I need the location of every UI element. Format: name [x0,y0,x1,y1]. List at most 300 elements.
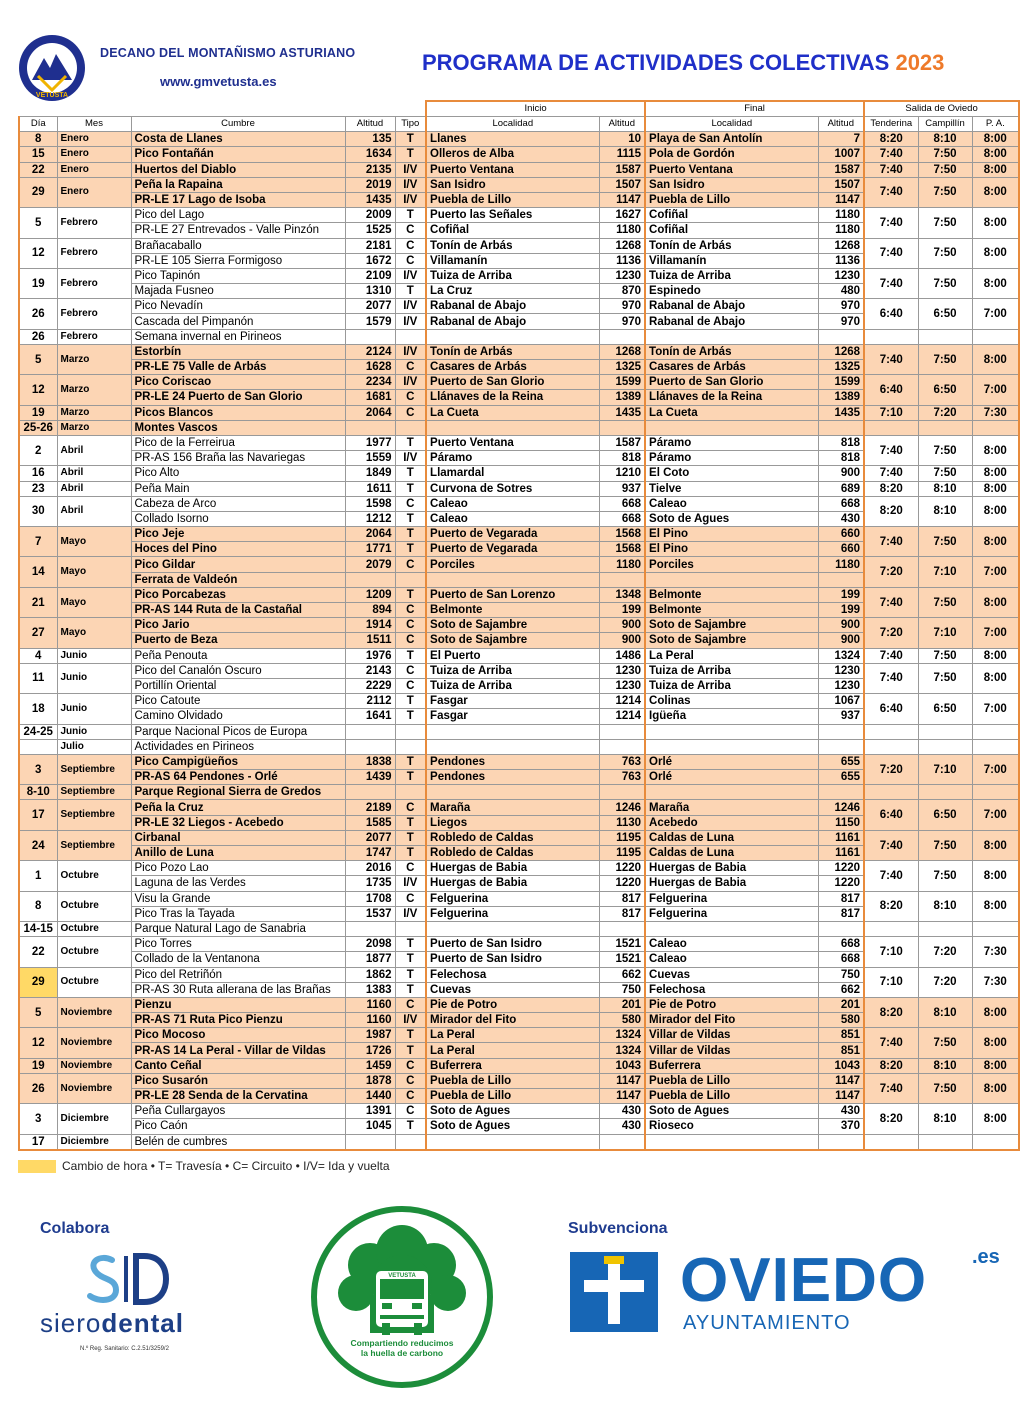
altitude-cell [345,329,395,344]
type-cell: C [395,603,426,618]
summit-cell: Pico Fontañán [131,147,345,162]
end-altitude-cell: 970 [818,314,864,329]
summit-cell: Pico Jario [131,618,345,633]
start-locality-cell: Puerto Ventana [426,162,599,177]
end-locality-cell [645,420,818,435]
start-altitude-cell [599,420,645,435]
type-cell: T [395,694,426,709]
type-cell: C [395,1073,426,1088]
end-locality-cell: Caleao [645,952,818,967]
start-altitude-cell: 668 [599,496,645,511]
time-pa-cell: 7:00 [972,754,1019,784]
start-locality-cell: Tuiza de Arriba [426,678,599,693]
club-website-link[interactable]: www.gmvetusta.es [160,74,277,89]
summit-cell: Estorbín [131,344,345,359]
start-locality-cell [426,785,599,800]
summit-cell: Pico Porcabezas [131,587,345,602]
start-locality-cell: Llanes [426,132,599,147]
time-pa-cell: 8:00 [972,238,1019,268]
altitude-cell: 1212 [345,511,395,526]
type-cell [395,785,426,800]
type-cell: I/V [395,192,426,207]
month-cell: Octubre [57,861,131,891]
start-locality-cell: Puerto de Vegarada [426,542,599,557]
time-tenderina-cell [864,420,918,435]
col-cumbre: Cumbre [131,117,345,132]
table-row [19,481,1019,496]
time-campillin-cell: 7:50 [918,830,972,860]
day-cell: 5 [19,208,57,238]
summit-cell: Peña la Rapaina [131,177,345,192]
day-cell: 1 [19,861,57,891]
end-locality-cell: El Pino [645,542,818,557]
start-altitude-cell: 937 [599,481,645,496]
start-altitude-cell: 1587 [599,435,645,450]
end-altitude-cell: 1268 [818,238,864,253]
time-tenderina-cell: 8:20 [864,481,918,496]
summit-cell: Actividades en Pirineos [131,739,345,754]
start-altitude-cell: 1587 [599,162,645,177]
summit-cell: Cascada del Pimpanón [131,314,345,329]
end-altitude-cell: 668 [818,937,864,952]
title-year: 2023 [895,50,945,75]
start-locality-cell: Puerto de San Glorio [426,375,599,390]
end-locality-cell: Caleao [645,496,818,511]
summit-cell: Collado Isorno [131,511,345,526]
time-tenderina-cell: 6:40 [864,800,918,830]
month-cell: Octubre [57,967,131,997]
end-locality-cell: Igüeña [645,709,818,724]
type-cell: C [395,1058,426,1073]
type-cell: T [395,815,426,830]
end-altitude-cell: 818 [818,435,864,450]
time-campillin-cell: 7:50 [918,344,972,374]
start-locality-cell: Robledo de Caldas [426,846,599,861]
type-cell: I/V [395,451,426,466]
end-locality-cell: Tielve [645,481,818,496]
altitude-cell: 1160 [345,997,395,1012]
summit-cell: Pico Nevadín [131,299,345,314]
month-cell: Marzo [57,420,131,435]
start-locality-cell: Puerto de Vegarada [426,527,599,542]
start-locality-cell: La Peral [426,1028,599,1043]
type-cell: T [395,1119,426,1134]
summit-cell: Pico del Retriñón [131,967,345,982]
start-altitude-cell: 1230 [599,678,645,693]
start-locality-cell: Felechosa [426,967,599,982]
start-locality-cell: Mirador del Fito [426,1013,599,1028]
end-locality-cell: Felguerina [645,906,818,921]
month-cell: Septiembre [57,830,131,860]
type-cell [395,724,426,739]
carbon-footprint-caption: Compartiendo reducimos la huella de carbono [350,1338,454,1358]
end-locality-cell: Puebla de Lillo [645,192,818,207]
month-cell: Mayo [57,618,131,648]
end-locality-cell [645,921,818,936]
summit-cell: Pico del Canalón Oscuro [131,663,345,678]
day-cell: 26 [19,1073,57,1103]
day-cell: 12 [19,1028,57,1058]
table-row [19,527,1019,542]
start-altitude-cell [599,785,645,800]
table-row [19,785,1019,800]
start-altitude-cell: 763 [599,770,645,785]
time-tenderina-cell: 7:10 [864,967,918,997]
time-tenderina-cell: 7:40 [864,177,918,207]
type-cell: C [395,223,426,238]
type-cell [395,921,426,936]
summit-cell: Pico del Lago [131,208,345,223]
summit-cell: Pico Campigüeños [131,754,345,769]
end-altitude-cell: 1150 [818,815,864,830]
type-cell: I/V [395,177,426,192]
time-pa-cell: 8:00 [972,481,1019,496]
table-row [19,329,1019,344]
time-campillin-cell: 7:50 [918,435,972,465]
start-altitude-cell [599,739,645,754]
day-cell: 3 [19,754,57,784]
altitude-cell: 2077 [345,830,395,845]
end-locality-cell: Caldas de Luna [645,830,818,845]
time-campillin-cell: 6:50 [918,694,972,724]
start-altitude-cell: 818 [599,451,645,466]
start-altitude-cell: 1220 [599,876,645,891]
start-altitude-cell [599,921,645,936]
end-locality-cell: Tuiza de Arriba [645,268,818,283]
altitude-cell: 2229 [345,678,395,693]
start-altitude-cell: 1389 [599,390,645,405]
type-cell: T [395,830,426,845]
end-altitude-cell: 1230 [818,268,864,283]
end-altitude-cell: 1161 [818,830,864,845]
table-row [19,967,1019,982]
time-campillin-cell: 7:20 [918,405,972,420]
time-tenderina-cell: 7:40 [864,435,918,465]
time-pa-cell: 8:00 [972,648,1019,663]
altitude-cell: 1537 [345,906,395,921]
end-locality-cell [645,572,818,587]
type-cell: I/V [395,1013,426,1028]
start-altitude-cell: 1521 [599,952,645,967]
group-inicio: Inicio [426,101,645,117]
start-locality-cell [426,1134,599,1150]
month-cell: Marzo [57,344,131,374]
start-locality-cell: Rabanal de Abajo [426,314,599,329]
altitude-cell: 1045 [345,1119,395,1134]
end-altitude-cell: 970 [818,299,864,314]
table-row [19,557,1019,572]
table-row [19,435,1019,450]
end-locality-cell [645,724,818,739]
end-locality-cell: Felguerina [645,891,818,906]
oviedo-flag-icon [570,1252,658,1332]
type-cell: T [395,709,426,724]
summit-cell: Parque Nacional Picos de Europa [131,724,345,739]
end-locality-cell: Huergas de Babia [645,861,818,876]
end-locality-cell: Puebla de Lillo [645,1073,818,1088]
end-altitude-cell [818,329,864,344]
table-row [19,132,1019,147]
table-row [19,891,1019,906]
time-tenderina-cell: 7:40 [864,238,918,268]
col-dia: Día [19,117,57,132]
end-locality-cell: San Isidro [645,177,818,192]
time-pa-cell: 8:00 [972,587,1019,617]
time-campillin-cell: 7:50 [918,861,972,891]
time-campillin-cell: 7:50 [918,1028,972,1058]
start-locality-cell: Rabanal de Abajo [426,299,599,314]
legend-text: Cambio de hora • T= Travesía • C= Circuito • I/V= Ida y vuelta [62,1159,390,1173]
end-locality-cell: Casares de Arbás [645,360,818,375]
type-cell: C [395,238,426,253]
month-cell: Abril [57,481,131,496]
end-altitude-cell: 1161 [818,846,864,861]
time-campillin-cell: 7:10 [918,557,972,587]
start-altitude-cell: 900 [599,633,645,648]
time-campillin-cell: 8:10 [918,997,972,1027]
start-altitude-cell: 1568 [599,527,645,542]
table-group-header [19,101,1019,117]
start-altitude-cell: 1195 [599,846,645,861]
start-locality-cell: La Cueta [426,405,599,420]
day-cell: 27 [19,618,57,648]
time-campillin-cell: 7:20 [918,967,972,997]
table-row [19,162,1019,177]
time-tenderina-cell: 7:40 [864,208,918,238]
time-pa-cell: 8:00 [972,147,1019,162]
start-locality-cell: Puerto Ventana [426,435,599,450]
end-locality-cell: Playa de San Antolín [645,132,818,147]
altitude-cell: 1559 [345,451,395,466]
summit-cell: PR-LE 27 Entrevados - Valle Pinzón [131,223,345,238]
time-pa-cell: 8:00 [972,177,1019,207]
col-altitud-inicio: Altitud [599,117,645,132]
start-locality-cell: Cuevas [426,982,599,997]
sierodental-wordmark: sierodental [40,1308,184,1338]
start-locality-cell: Soto de Agues [426,1119,599,1134]
col-tipo: Tipo [395,117,426,132]
end-locality-cell: Rabanal de Abajo [645,314,818,329]
time-pa-cell: 8:00 [972,1104,1019,1134]
oviedo-ayuntamiento: AYUNTAMIENTO [683,1312,851,1334]
month-cell: Junio [57,663,131,693]
time-campillin-cell: 8:10 [918,1104,972,1134]
start-altitude-cell: 1568 [599,542,645,557]
time-tenderina-cell: 6:40 [864,694,918,724]
time-campillin-cell: 7:50 [918,1073,972,1103]
end-locality-cell [645,1134,818,1150]
altitude-cell [345,785,395,800]
summit-cell: PR-LE 32 Liegos - Acebedo [131,815,345,830]
start-locality-cell: Páramo [426,451,599,466]
svg-text:VETUSTA: VETUSTA [35,92,69,99]
type-cell: T [395,527,426,542]
start-altitude-cell: 1325 [599,360,645,375]
time-tenderina-cell: 7:40 [864,268,918,298]
start-altitude-cell: 1486 [599,648,645,663]
end-altitude-cell: 851 [818,1028,864,1043]
time-tenderina-cell: 8:20 [864,891,918,921]
summit-cell: Pico Caón [131,1119,345,1134]
day-cell: 3 [19,1104,57,1134]
summit-cell: Semana invernal en Pirineos [131,329,345,344]
time-campillin-cell: 7:50 [918,663,972,693]
month-cell: Febrero [57,208,131,238]
end-locality-cell: Felechosa [645,982,818,997]
end-altitude-cell: 1147 [818,1073,864,1088]
day-cell: 19 [19,405,57,420]
time-pa-cell: 8:00 [972,268,1019,298]
type-cell: C [395,253,426,268]
time-tenderina-cell [864,724,918,739]
time-pa-cell: 8:00 [972,830,1019,860]
summit-cell: PR-LE 17 Lago de Isoba [131,192,345,207]
legend-swatch [18,1160,56,1173]
end-altitude-cell: 7 [818,132,864,147]
time-pa-cell: 8:00 [972,1058,1019,1073]
type-cell [395,329,426,344]
start-altitude-cell: 1147 [599,192,645,207]
month-cell: Febrero [57,238,131,268]
end-locality-cell: Páramo [645,435,818,450]
time-tenderina-cell: 8:20 [864,496,918,526]
time-campillin-cell: 7:50 [918,147,972,162]
start-locality-cell: Fasgar [426,694,599,709]
altitude-cell: 1838 [345,754,395,769]
altitude-cell: 1611 [345,481,395,496]
start-locality-cell: Llamardal [426,466,599,481]
type-cell: C [395,861,426,876]
time-tenderina-cell: 6:40 [864,375,918,405]
start-locality-cell: Felguerina [426,906,599,921]
type-cell: T [395,132,426,147]
end-locality-cell: Maraña [645,800,818,815]
start-locality-cell: Tonín de Arbás [426,344,599,359]
summit-cell: Hoces del Pino [131,542,345,557]
start-locality-cell: Puebla de Lillo [426,192,599,207]
month-cell: Mayo [57,587,131,617]
end-locality-cell: Puerto de San Glorio [645,375,818,390]
month-cell: Mayo [57,527,131,557]
start-altitude-cell: 1115 [599,147,645,162]
start-locality-cell: Tuiza de Arriba [426,663,599,678]
end-altitude-cell: 1246 [818,800,864,815]
day-cell: 7 [19,527,57,557]
altitude-cell: 1735 [345,876,395,891]
summit-cell: PR-AS 64 Pendones - Orlé [131,770,345,785]
end-locality-cell: Rioseco [645,1119,818,1134]
day-cell: 29 [19,177,57,207]
time-pa-cell: 7:00 [972,800,1019,830]
time-tenderina-cell: 7:10 [864,937,918,967]
start-altitude-cell: 1043 [599,1058,645,1073]
time-tenderina-cell: 7:40 [864,663,918,693]
type-cell: T [395,770,426,785]
altitude-cell: 1878 [345,1073,395,1088]
type-cell: I/V [395,876,426,891]
start-altitude-cell: 900 [599,618,645,633]
summit-cell: Cabeza de Arco [131,496,345,511]
altitude-cell: 1976 [345,648,395,663]
summit-cell: Camino Olvidado [131,709,345,724]
start-locality-cell: Huergas de Babia [426,861,599,876]
type-cell: T [395,511,426,526]
end-locality-cell: Rabanal de Abajo [645,299,818,314]
day-cell: 26 [19,329,57,344]
time-pa-cell [972,785,1019,800]
altitude-cell: 1439 [345,770,395,785]
group-final: Final [645,101,864,117]
month-cell: Noviembre [57,997,131,1027]
start-altitude-cell: 1599 [599,375,645,390]
type-cell: C [395,800,426,815]
summit-cell: Pico Tras la Tayada [131,906,345,921]
end-altitude-cell: 1230 [818,663,864,678]
summit-cell: Portillín Oriental [131,678,345,693]
summit-cell: PR-LE 24 Puerto de San Glorio [131,390,345,405]
altitude-cell: 2079 [345,557,395,572]
start-altitude-cell: 580 [599,1013,645,1028]
end-locality-cell: Cofiñal [645,223,818,238]
legend [18,1158,390,1174]
start-locality-cell: Soto de Agues [426,1104,599,1119]
start-altitude-cell: 1214 [599,694,645,709]
time-pa-cell: 7:30 [972,967,1019,997]
table-row [19,375,1019,390]
type-cell [395,572,426,587]
time-pa-cell: 7:00 [972,557,1019,587]
type-cell: C [395,678,426,693]
end-locality-cell: El Pino [645,527,818,542]
table-column-header [19,117,1019,132]
altitude-cell: 2064 [345,405,395,420]
altitude-cell [345,1134,395,1150]
end-locality-cell: Soto de Sajambre [645,633,818,648]
col-altitud: Altitud [345,117,395,132]
altitude-cell: 1987 [345,1028,395,1043]
summit-cell: PR-LE 105 Sierra Formigoso [131,253,345,268]
time-tenderina-cell: 7:40 [864,1073,918,1103]
page-title: PROGRAMA DE ACTIVIDADES COLECTIVAS 2023 [422,50,945,75]
time-pa-cell: 8:00 [972,997,1019,1027]
table-row [19,1104,1019,1119]
time-pa-cell [972,420,1019,435]
day-cell: 29 [19,967,57,997]
start-locality-cell: Cofiñal [426,223,599,238]
time-tenderina-cell: 8:20 [864,997,918,1027]
time-pa-cell: 7:00 [972,694,1019,724]
month-cell: Marzo [57,375,131,405]
start-locality-cell: Huergas de Babia [426,876,599,891]
end-altitude-cell: 430 [818,1104,864,1119]
altitude-cell: 1310 [345,284,395,299]
table-row [19,147,1019,162]
time-campillin-cell: 7:50 [918,177,972,207]
time-pa-cell: 8:00 [972,435,1019,465]
summit-cell: Parque Natural Lago de Sanabria [131,921,345,936]
end-altitude-cell: 655 [818,770,864,785]
end-altitude-cell [818,724,864,739]
table-row [19,496,1019,511]
end-altitude-cell [818,739,864,754]
end-altitude-cell: 1268 [818,344,864,359]
sierodental-logo [40,1250,230,1360]
end-altitude-cell: 660 [818,527,864,542]
time-tenderina-cell: 7:40 [864,162,918,177]
time-campillin-cell: 8:10 [918,1058,972,1073]
start-locality-cell: Belmonte [426,603,599,618]
start-altitude-cell: 1246 [599,800,645,815]
